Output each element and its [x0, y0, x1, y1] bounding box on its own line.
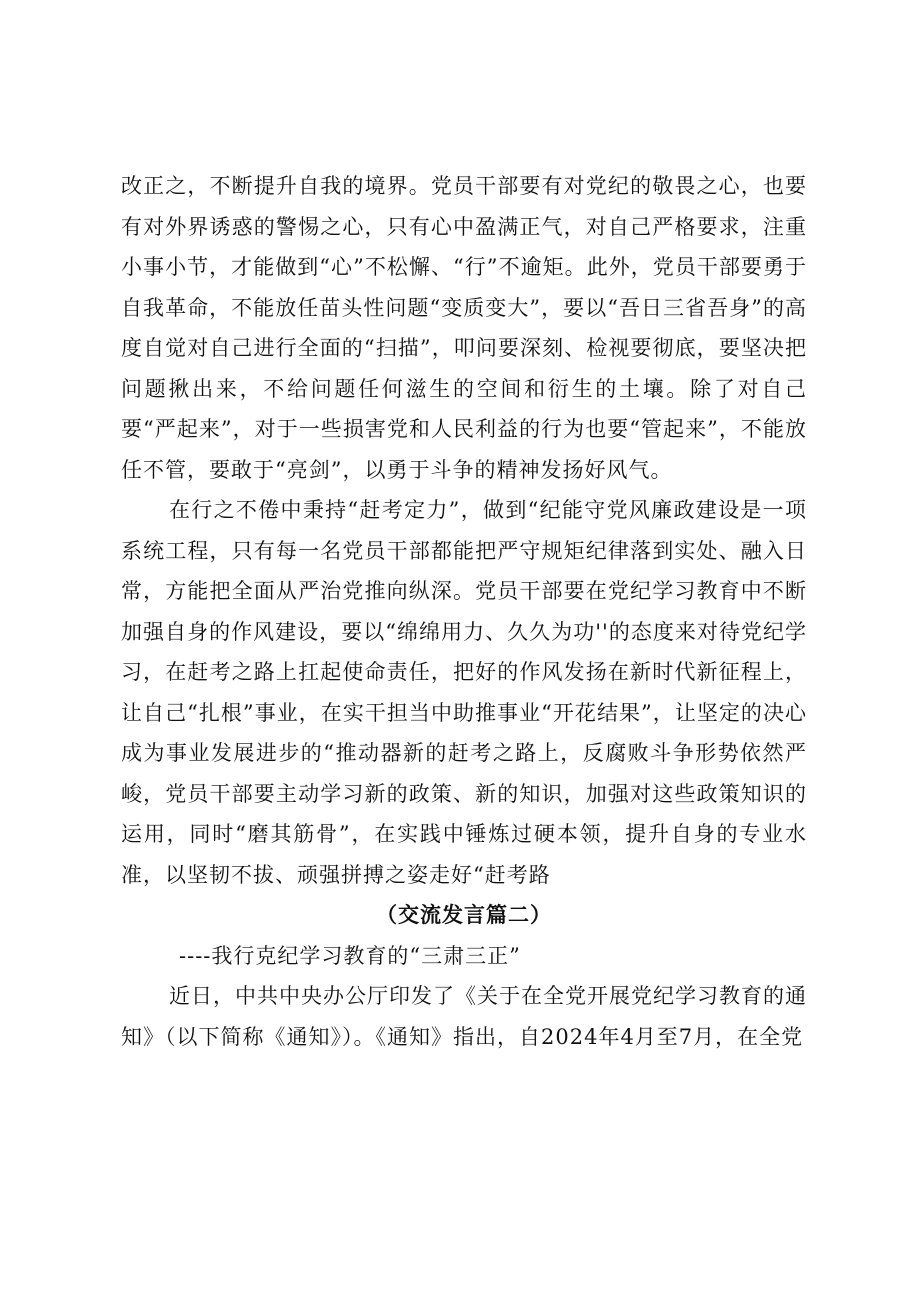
section-heading: （交流发言篇二） — [376, 902, 552, 927]
section-subtitle: ----我行克纪学习教育的“三肃三正” — [179, 943, 521, 968]
paragraph-continued: 改正之，不断提升自我的境界。党员干部要有对党纪的敬畏之心，也要有对外界诱惑的警惕之心，只有心中盈满正气，对自己严格要求，注重小事小节，才能做到“心”不松懈、“行”不逾矩。此外，党员干部要勇于自我革命，不能放任苗头性问题“变质变大”，要以“吾日三省吾身”的高度自觉对自己进行全面的“扫描”，叩问要深刻、检视要彻底，要坚决把问题揪出来，不给问题任何滋生的空间和衍生的土壤。除了对自己要“严起来”，对于一些损害党和人民利益的行为也要“管起来”，不能放任不管，要敢于“亮剑”，以勇于斗争的精神发扬好风气。 — [121, 174, 807, 482]
paragraph-exam-resolve: 在行之不倦中秉持“赶考定力”，做到“纪能守党风廉政建设是一项系统工程，只有每一名党员干部都能把严守规矩纪律落到实处、融入日常，方能把全面从严治党推向纵深。党员干部要在党纪学习教育中不断加强自身的作风建设，要以“绵绵用力、久久为功''的态度来对待党纪学习，在赶考之路上扛起使命责任，把好的作风发扬在新时代新征程上，让自己“扎根”事业，在实干担当中助推事业“开花结果”，让坚定的决心成为事业发展进步的“推动器新的赶考之路上，反腐败斗争形势依然严峻，党员干部要主动学习新的政策、新的知识，加强对这些政策知识的运用，同时“磨其筋骨”，在实践中锤炼过硬本领，提升自身的专业水准，以坚韧不拔、顽强拼搏之姿走好“赶考路 — [121, 498, 807, 887]
document-page — [121, 166, 807, 1057]
paragraph-notice: 近日，中共中央办公厅印发了《关于在全党开展党纪学习教育的通知》（以下简称《通知》）。《通知》指出，自2024年4月至7月，在全党 — [121, 984, 807, 1049]
